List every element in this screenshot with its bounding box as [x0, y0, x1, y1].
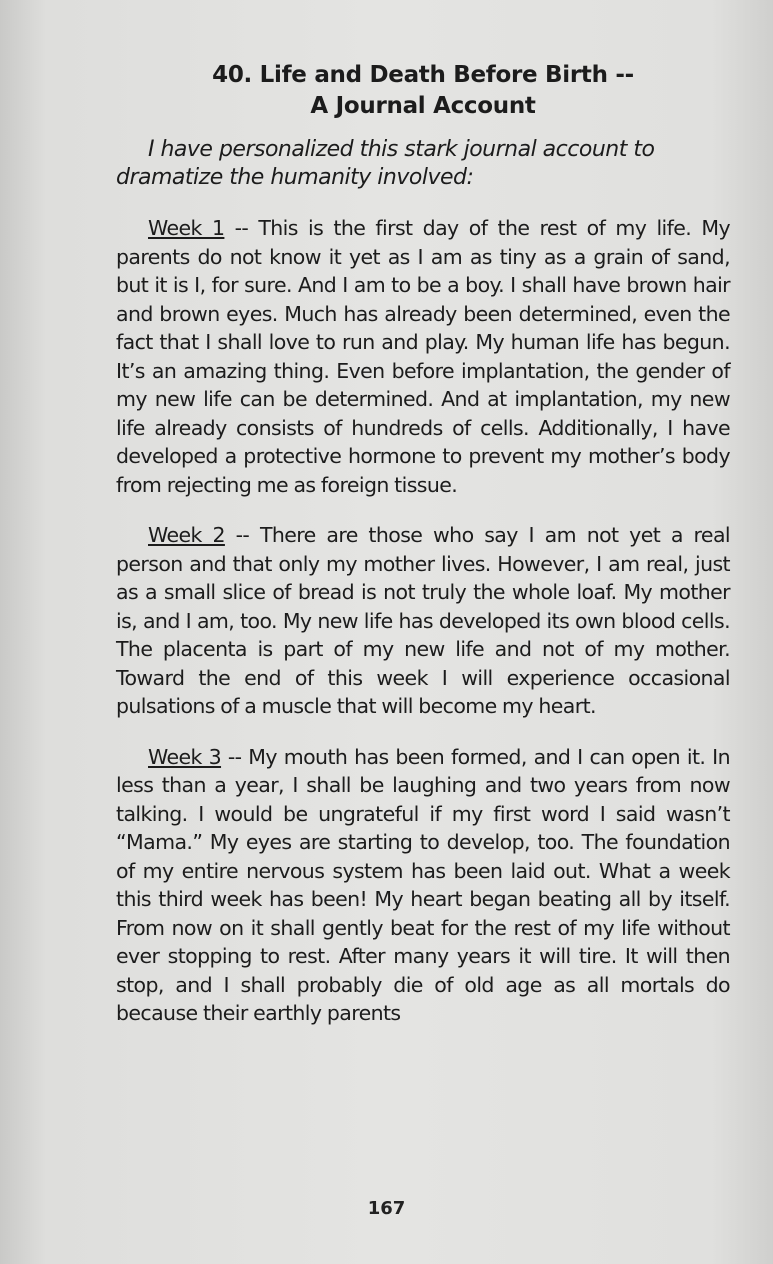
chapter-title-line-1: 40. Life and Death Before Birth --: [212, 62, 634, 88]
week-label: Week 3: [148, 744, 222, 769]
chapter-title: [116, 60, 730, 122]
chapter-title-line-2: A Journal Account: [310, 93, 536, 119]
week-label: Week 2: [148, 523, 225, 547]
page-content: [116, 60, 730, 1050]
journal-entry-week-3: [116, 743, 730, 1028]
entry-text: -- There are those who say I am not yet a real person and that only my mother lives. However, I am real, just as a small slice of bread is not truly the whole loaf. My mother is, and I am, too. My new life has developed its own blood cells. The placenta is part of my new life and not of my mother. Toward the end of this week I will experience occasional pulsations of a muscle that will become my heart.: [116, 523, 731, 718]
week-label: Week 1: [148, 216, 225, 240]
intro-paragraph: I have personalized this stark journal account to dramatize the humanity involved:: [116, 137, 655, 190]
entry-text: -- This is the first day of the rest of my life. My parents do not know it yet as I am as tiny as a grain of sand, but it is I, for sure. And I am to be a boy. I shall have brown hair and brown eyes. Much has already been determined, even the fact that I shall love to run and play. My human life has begun. It’s an amazing thing. Even before implantation, the gender of my new life can be determined. And at implantation, my new life already consists of hundreds of cells. Additionally, I have developed a protective hormone to prevent my mother’s body from rejecting me as foreign tissue.: [116, 216, 730, 497]
entry-text: -- My mouth has been formed, and I can open it. In less than a year, I shall be laughing and two years from now talking. I would be ungrateful if my first word I said wasn’t “Mama.” My eyes are starting to develop, too. The foundation of my entire nervous system has been laid out. What a week this third week has been! My heart began beating all by itself. From now on it shall gently beat for the rest of my life without ever stopping to rest. After many years it will tire. It will then stop, and I shall probably die of old age as all mortals do because their earthly parents: [116, 744, 731, 1025]
journal-entry-week-2: [116, 521, 730, 721]
journal-entry-week-1: [116, 214, 730, 499]
page-number: 167: [367, 1198, 406, 1219]
